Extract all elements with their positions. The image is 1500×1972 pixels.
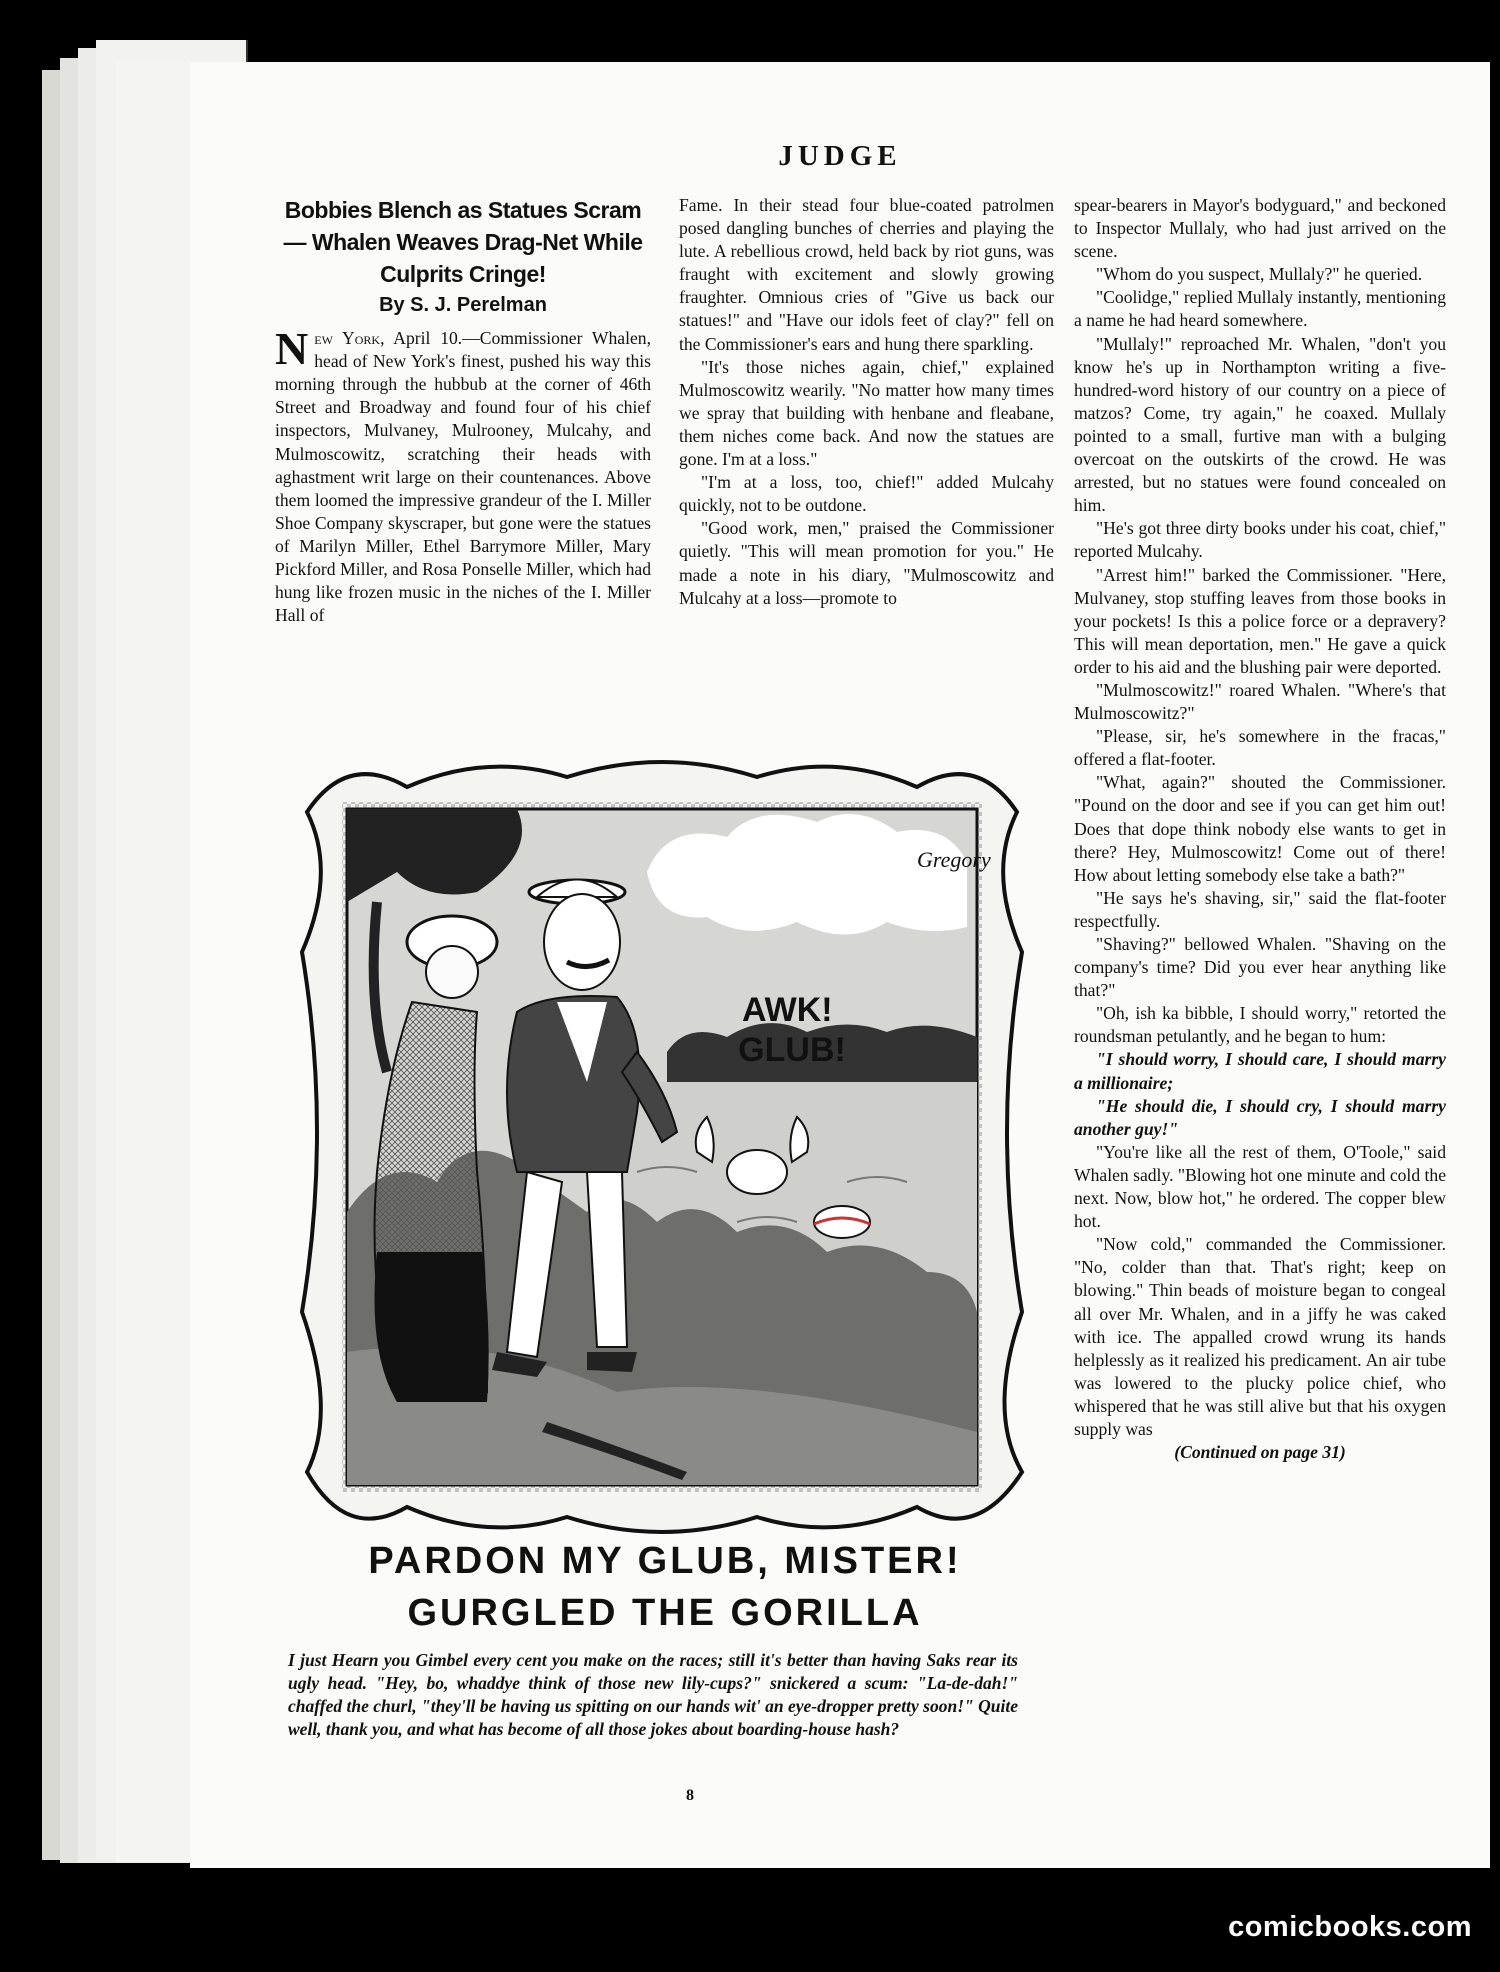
article-headline: Bobbies Blench as Statues Scram— Whalen Weaves Drag-Net While Culprits Cringe! bbox=[283, 197, 643, 287]
speech-line-1: AWK! bbox=[741, 991, 833, 1029]
paragraph: "Shaving?" bellowed Whalen. "Shaving on the company's time? Did you ever hear anything like that?" bbox=[1074, 934, 1446, 1001]
paragraph: "You're like all the rest of them, O'Toole," said Whalen sadly. "Blowing hot one minute and cold the next. Now, blow hot," he ordered. The copper blew hot. bbox=[1074, 1141, 1447, 1232]
drop-cap: N bbox=[275, 323, 309, 375]
paragraph: "Arrest him!" barked the Commissioner. "Here, Mulvaney, stop stuffing leaves from those books in your pockets! Is this a police force or a depravery? This will mean deportation, men." He gave a quick order to his aid and the blushing pair were deported. bbox=[1074, 564, 1446, 677]
article-column-2 bbox=[679, 194, 1054, 610]
verse-line: "He should die, I should cry, I should marry another guy!" bbox=[1074, 1095, 1446, 1139]
paragraph: "He's got three dirty books under his coat, chief," reported Mulcahy. bbox=[1074, 518, 1446, 562]
paragraph: spear-bearers in Mayor's bodyguard," and beckoned to Inspector Mullaly, who had just arrived on the scene. bbox=[1074, 195, 1446, 262]
paragraph: "It's those niches again, chief," explained Mulmoscowitz wearily. "No matter how many times we spray that building with henbane and fleabane, them niches come back. And now the statues are gone. I'm at a loss." bbox=[679, 356, 1054, 470]
paragraph: "Please, sir, he's somewhere in the fracas," offered a flat-footer. bbox=[1074, 726, 1446, 770]
paragraph: "Oh, ish ka bibble, I should worry," retorted the roundsman petulantly, and he began to hum: bbox=[1074, 1003, 1446, 1047]
cartoon-title-line-1: PARDON MY GLUB, MISTER! bbox=[368, 1540, 962, 1582]
paragraph: "What, again?" shouted the Commissioner. "Pound on the door and see if you can get him out! Does that dope think nobody else wants to get in there? Hey, Mulmoscowitz! Come out of there! How about letting somebody else take a bath?" bbox=[1074, 772, 1446, 885]
magazine-page bbox=[190, 62, 1490, 1868]
lead-smallcaps: ew York, bbox=[314, 328, 385, 349]
artist-signature: Gregory bbox=[917, 847, 991, 872]
article-byline: By S. J. Perelman bbox=[379, 294, 547, 316]
lead-paragraph bbox=[275, 323, 651, 627]
speech-line-2: GLUB! bbox=[738, 1031, 846, 1069]
lead-text: April 10.—Commissioner Whalen, head of New York's finest, pushed his way this morning through the hubbub at the corner of 46th Street and Broadway and found four of his chief inspectors, Mulvaney, Mulrooney, Mulcahy, and Mulmoscowitz, scratching their heads with aghastment writ large on their countenances. Above them loomed the impressive grandeur of the I. Miller Shoe Company skyscraper, but gone were the statues of Marilyn Miller, Ethel Barrymore Miller, Mary Pickford Miller, and Rosa Ponselle Miller, which had hung like frozen music in the niches of the I. Miller Hall of bbox=[275, 328, 651, 626]
watermark: comicbooks.com bbox=[1228, 1911, 1472, 1943]
cartoon-drawing bbox=[287, 752, 1037, 1542]
page-number: 8 bbox=[686, 1787, 694, 1804]
article-column-3 bbox=[1074, 194, 1446, 1464]
cartoon-title-line-2: GURGLED THE GORILLA bbox=[407, 1592, 923, 1634]
paragraph: "Now cold," commanded the Commissioner. "No, colder than that. That's right; keep on blowing." Thin beads of moisture began to congeal all over Mr. Whalen, and in a jiffy he was caked with ice. The appalled crowd wrung its hands helplessly as it realized his predicament. An air tube was lowered to the plucky police chief, who whispered that he was still alive but that his oxygen supply was bbox=[1074, 1234, 1446, 1439]
paragraph: "Good work, men," praised the Commissioner quietly. "This will mean promotion for you." He made a note in his diary, "Mulmoscowitz and Mulcahy at a loss—promote to bbox=[679, 518, 1054, 608]
paragraph: "Coolidge," replied Mullaly instantly, mentioning a name he had heard somewhere. bbox=[1074, 287, 1446, 331]
paragraph: "Mulmoscowitz!" roared Whalen. "Where's that Mulmoscowitz?" bbox=[1074, 679, 1446, 724]
article-column-1 bbox=[275, 194, 651, 627]
paragraph: "Mullaly!" reproached Mr. Whalen, "don't you know he's up in Northampton writing a five-hundred-word history of our country on a piece of matzos? Come, try again," he coaxed. Mullaly pointed to a small, furtive man with a bulging overcoat on the outskirts of the crowd. He was arrested, but no statues were found concealed on him. bbox=[1074, 333, 1446, 516]
paragraph: Fame. In their stead four blue-coated patrolmen posed dangling bunches of cherries and playing the lute. A rebellious crowd, held back by riot guns, was fraught with excitement and slowly growing fraughter. Omnious cries of "Give us back our statues!" and "Have our idols feet of clay?" fell on the Commissioner's ears and hung there sparkling. bbox=[679, 195, 1054, 354]
cartoon-illustration bbox=[287, 752, 1037, 1542]
cartoon-caption: I just Hearn you Gimbel every cent you make on the races; still it's better than having Saks rear its ugly head. "Hey, bo, whaddye think of those new lily-cups?" snickered a scum: "La-de-dah!" chaffed the churl, "they'll be having us spitting on our hands wit' an eye-dropper pretty soon!" Quite well, thank you, and what has become of all those jokes about boarding-house hash? bbox=[288, 1650, 1018, 1739]
verse-line: "I should worry, I should care, I should marry a millionaire; bbox=[1074, 1049, 1446, 1093]
paragraph: "Whom do you suspect, Mullaly?" he queried. bbox=[1096, 264, 1423, 285]
paragraph: "He says he's shaving, sir," said the flat-footer respectfully. bbox=[1074, 887, 1446, 931]
running-head: JUDGE bbox=[778, 140, 902, 172]
continued-note: (Continued on page 31) bbox=[1174, 1442, 1346, 1463]
paragraph: "I'm at a loss, too, chief!" added Mulcahy quickly, not to be outdone. bbox=[679, 472, 1054, 516]
